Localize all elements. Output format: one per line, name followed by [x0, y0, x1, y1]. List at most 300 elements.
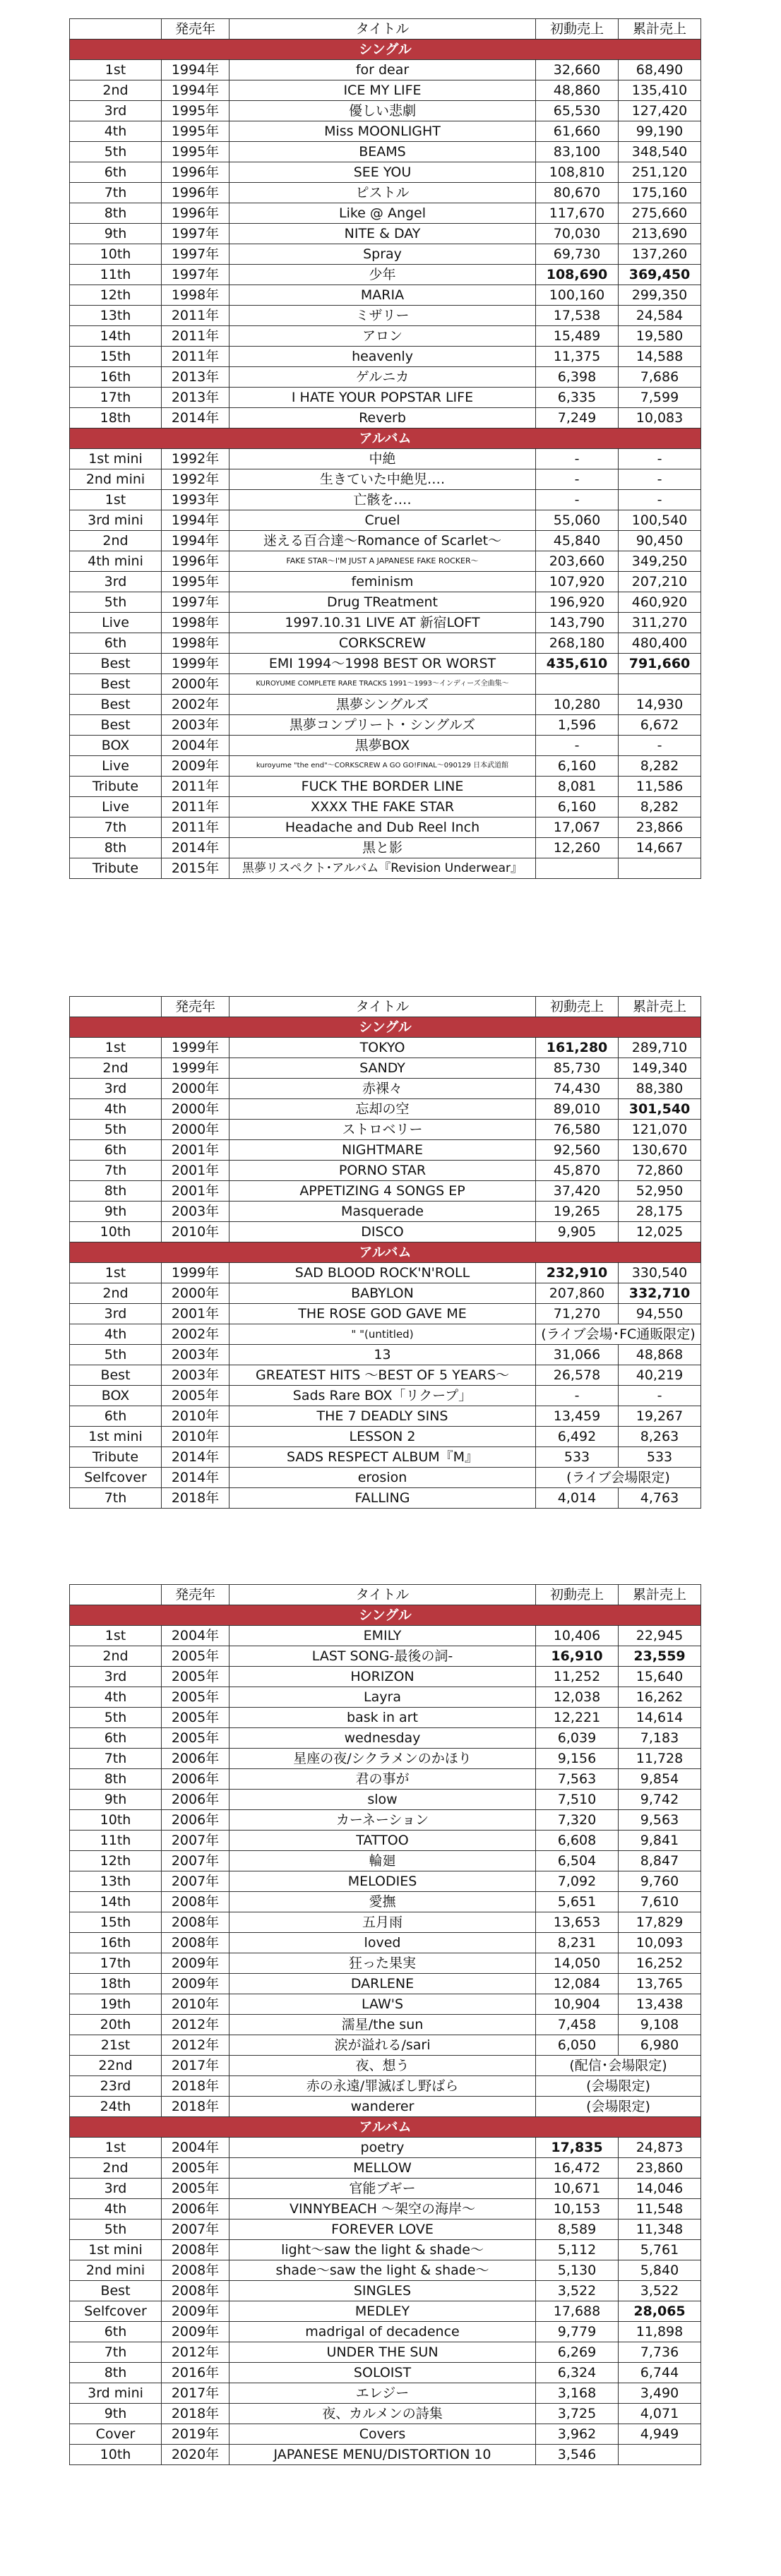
table-row: [70, 1646, 701, 1667]
table-row: [70, 592, 701, 613]
release-number: 1st: [70, 490, 162, 510]
column-header: 初動売上: [536, 19, 619, 40]
first-week-sales: 143,790: [536, 613, 619, 633]
first-week-sales: 6,608: [536, 1831, 619, 1851]
table-row: [70, 797, 701, 817]
release-title: 黒夢コンプリート・シングルズ: [229, 715, 536, 736]
release-year: 2008年: [162, 2281, 229, 2301]
first-week-sales: 92,560: [536, 1140, 619, 1161]
release-year: 2001年: [162, 1181, 229, 1202]
first-week-sales: 7,510: [536, 1790, 619, 1810]
release-year: 2008年: [162, 1892, 229, 1912]
total-sales: 10,093: [619, 1933, 701, 1953]
release-title: light〜saw the light & shade〜: [229, 2240, 536, 2260]
release-number: 1st: [70, 1038, 162, 1058]
first-week-sales: 19,265: [536, 1202, 619, 1222]
release-title: ストロベリー: [229, 1120, 536, 1140]
first-week-sales: 45,870: [536, 1161, 619, 1181]
total-sales: 19,267: [619, 1406, 701, 1427]
release-year: 1995年: [162, 101, 229, 121]
total-sales: 207,210: [619, 572, 701, 592]
table-row: [70, 1120, 701, 1140]
release-title: LAST SONG-最後の詞-: [229, 1646, 536, 1667]
total-sales: [619, 858, 701, 879]
release-year: 1993年: [162, 490, 229, 510]
release-title: 愛撫: [229, 1892, 536, 1912]
first-week-sales: 4,014: [536, 1488, 619, 1509]
table-row: [70, 2383, 701, 2404]
total-sales: 4,949: [619, 2424, 701, 2445]
total-sales: 349,250: [619, 551, 701, 572]
first-week-sales: 3,168: [536, 2383, 619, 2404]
table-row: [70, 1468, 701, 1488]
release-title: wanderer: [229, 2097, 536, 2117]
total-sales: 8,282: [619, 797, 701, 817]
header-row: [70, 19, 701, 40]
release-number: BOX: [70, 1386, 162, 1406]
total-sales: 7,183: [619, 1728, 701, 1749]
first-week-sales: 9,779: [536, 2322, 619, 2342]
release-title: Miss MOONLIGHT: [229, 121, 536, 142]
release-number: 3rd mini: [70, 2383, 162, 2404]
total-sales: 16,262: [619, 1687, 701, 1708]
release-title: kuroyume "the end"〜CORKSCREW A GO GO!FINAL〜090129 日本武道館: [229, 756, 536, 777]
total-sales: 23,866: [619, 817, 701, 838]
release-year: 1997年: [162, 592, 229, 613]
release-year: 2007年: [162, 1851, 229, 1871]
first-week-sales: 32,660: [536, 60, 619, 80]
release-number: 18th: [70, 1974, 162, 1994]
first-week-sales: 61,660: [536, 121, 619, 142]
release-title: MARIA: [229, 285, 536, 306]
total-sales: 299,350: [619, 285, 701, 306]
table-row: [70, 572, 701, 592]
release-title: HORIZON: [229, 1667, 536, 1687]
first-week-sales: 7,249: [536, 408, 619, 429]
first-week-sales: -: [536, 469, 619, 490]
total-sales: 100,540: [619, 510, 701, 531]
table-row: [70, 2138, 701, 2158]
column-header: タイトル: [229, 1585, 536, 1605]
release-title: 亡骸を‥‥: [229, 490, 536, 510]
total-sales: 22,945: [619, 1626, 701, 1646]
column-header: タイトル: [229, 19, 536, 40]
release-title: EMILY: [229, 1626, 536, 1646]
total-sales: 460,920: [619, 592, 701, 613]
release-number: 4th: [70, 1099, 162, 1120]
release-title: TATTOO: [229, 1831, 536, 1851]
release-number: 9th: [70, 1202, 162, 1222]
release-number: 1st mini: [70, 2240, 162, 2260]
first-week-sales: 31,066: [536, 1345, 619, 1365]
release-year: 2005年: [162, 2179, 229, 2199]
release-number: 8th: [70, 2363, 162, 2383]
total-sales: 11,548: [619, 2199, 701, 2219]
table-row: [70, 2322, 701, 2342]
release-year: 1997年: [162, 224, 229, 244]
section-title: アルバム: [70, 1242, 701, 1263]
first-week-sales: 7,458: [536, 2015, 619, 2035]
release-year: 2017年: [162, 2383, 229, 2404]
release-title: DISCO: [229, 1222, 536, 1242]
release-title: BEAMS: [229, 142, 536, 162]
table-row: [70, 1994, 701, 2015]
release-title: SINGLES: [229, 2281, 536, 2301]
release-year: 2014年: [162, 1468, 229, 1488]
first-week-sales: 3,546: [536, 2445, 619, 2465]
release-title: for dear: [229, 60, 536, 80]
first-week-sales: 6,269: [536, 2342, 619, 2363]
table-row: [70, 736, 701, 756]
total-sales: 14,614: [619, 1708, 701, 1728]
release-number: Best: [70, 695, 162, 715]
release-title: erosion: [229, 1468, 536, 1488]
release-year: 2005年: [162, 1708, 229, 1728]
table-row: [70, 306, 701, 326]
release-number: 6th: [70, 1728, 162, 1749]
release-year: 2010年: [162, 1994, 229, 2015]
total-sales: 11,728: [619, 1749, 701, 1769]
release-number: 11th: [70, 265, 162, 285]
release-title: UNDER THE SUN: [229, 2342, 536, 2363]
column-header: 累計売上: [619, 997, 701, 1017]
first-week-sales: [536, 858, 619, 879]
table-row: [70, 183, 701, 203]
section-header-row: [70, 1017, 701, 1038]
table-row: [70, 1749, 701, 1769]
release-year: 2006年: [162, 1790, 229, 1810]
table-row: [70, 838, 701, 858]
release-title: 君の事が: [229, 1769, 536, 1790]
table-row: [70, 326, 701, 347]
release-number: 8th: [70, 1769, 162, 1790]
total-sales: 12,025: [619, 1222, 701, 1242]
total-sales: 4,071: [619, 2404, 701, 2424]
table-row: [70, 1831, 701, 1851]
release-number: 15th: [70, 347, 162, 367]
section-header-row: [70, 40, 701, 60]
release-number: 2nd: [70, 531, 162, 551]
total-sales: 348,540: [619, 142, 701, 162]
total-sales: 52,950: [619, 1181, 701, 1202]
release-number: 5th: [70, 2219, 162, 2240]
total-sales: 14,930: [619, 695, 701, 715]
first-week-sales: 10,153: [536, 2199, 619, 2219]
release-title: KUROYUME COMPLETE RARE TRACKS 1991〜1993〜インディーズ全曲集〜: [229, 674, 536, 695]
table-row: [70, 388, 701, 408]
total-sales: -: [619, 490, 701, 510]
release-year: 2011年: [162, 797, 229, 817]
table-row: [70, 510, 701, 531]
table-row: [70, 1708, 701, 1728]
release-number: 3rd: [70, 1667, 162, 1687]
release-title: 夜、カルメンの詩集: [229, 2404, 536, 2424]
release-number: 10th: [70, 1810, 162, 1831]
total-sales: 149,340: [619, 1058, 701, 1079]
first-week-sales: 6,335: [536, 388, 619, 408]
release-number: 13th: [70, 306, 162, 326]
first-week-sales: 12,221: [536, 1708, 619, 1728]
release-number: 3rd: [70, 101, 162, 121]
release-year: 2011年: [162, 326, 229, 347]
release-year: 1999年: [162, 1038, 229, 1058]
release-number: 8th: [70, 838, 162, 858]
release-title: 迷える百合達〜Romance of Scarlet〜: [229, 531, 536, 551]
total-sales: 121,070: [619, 1120, 701, 1140]
table-2-body: [70, 997, 701, 1509]
table-row: [70, 1953, 701, 1974]
release-number: 15th: [70, 1912, 162, 1933]
first-week-sales: 196,920: [536, 592, 619, 613]
release-year: 1998年: [162, 285, 229, 306]
total-sales: 332,710: [619, 1283, 701, 1304]
release-year: 1996年: [162, 203, 229, 224]
release-title: Covers: [229, 2424, 536, 2445]
column-header: 発売年: [162, 19, 229, 40]
release-title: MEDLEY: [229, 2301, 536, 2322]
release-year: 2002年: [162, 1324, 229, 1345]
total-sales: 9,742: [619, 1790, 701, 1810]
release-number: 16th: [70, 1933, 162, 1953]
release-title: PORNO STAR: [229, 1161, 536, 1181]
release-year: 1995年: [162, 572, 229, 592]
total-sales: 24,873: [619, 2138, 701, 2158]
release-year: 2010年: [162, 1406, 229, 1427]
release-title: VINNYBEACH 〜架空の海岸〜: [229, 2199, 536, 2219]
first-week-sales: 9,905: [536, 1222, 619, 1242]
release-title: MELODIES: [229, 1871, 536, 1892]
total-sales: 369,450: [619, 265, 701, 285]
first-week-sales: 65,530: [536, 101, 619, 121]
total-sales: 68,490: [619, 60, 701, 80]
release-title: 夜、想う: [229, 2056, 536, 2076]
first-week-sales: 89,010: [536, 1099, 619, 1120]
release-number: 4th: [70, 1324, 162, 1345]
total-sales: 4,763: [619, 1488, 701, 1509]
table-row: [70, 2424, 701, 2445]
table-row: [70, 1933, 701, 1953]
total-sales: 14,588: [619, 347, 701, 367]
first-week-sales: 10,280: [536, 695, 619, 715]
release-year: 2019年: [162, 2424, 229, 2445]
header-row: [70, 997, 701, 1017]
release-title: NIGHTMARE: [229, 1140, 536, 1161]
first-week-sales: 15,489: [536, 326, 619, 347]
table-row: [70, 2219, 701, 2240]
release-number: 2nd: [70, 1646, 162, 1667]
release-title: 生きていた中絶児‥‥: [229, 469, 536, 490]
total-sales: 13,438: [619, 1994, 701, 2015]
first-week-sales: 3,522: [536, 2281, 619, 2301]
release-number: 7th: [70, 1749, 162, 1769]
release-title: 少年: [229, 265, 536, 285]
table-row: [70, 2301, 701, 2322]
release-number: 1st: [70, 1263, 162, 1283]
release-number: 3rd: [70, 1079, 162, 1099]
table-row: [70, 2281, 701, 2301]
release-year: 1999年: [162, 654, 229, 674]
table-row: [70, 715, 701, 736]
release-year: 1992年: [162, 469, 229, 490]
table-row: [70, 1406, 701, 1427]
total-sales: -: [619, 736, 701, 756]
release-year: 2003年: [162, 715, 229, 736]
table-row: [70, 347, 701, 367]
table-row: [70, 285, 701, 306]
total-sales: 15,640: [619, 1667, 701, 1687]
release-year: 2007年: [162, 1871, 229, 1892]
release-number: 4th: [70, 1687, 162, 1708]
section-title: シングル: [70, 40, 701, 60]
release-year: 2009年: [162, 2301, 229, 2322]
table-row: [70, 1038, 701, 1058]
total-sales: 16,252: [619, 1953, 701, 1974]
release-year: 2003年: [162, 1365, 229, 1386]
release-title: ICE MY LIFE: [229, 80, 536, 101]
table-row: [70, 613, 701, 633]
release-year: 2004年: [162, 1626, 229, 1646]
table-row: [70, 654, 701, 674]
release-number: 21st: [70, 2035, 162, 2056]
release-number: 6th: [70, 1406, 162, 1427]
release-year: 2003年: [162, 1345, 229, 1365]
total-sales: 28,065: [619, 2301, 701, 2322]
release-title: THE ROSE GOD GAVE ME: [229, 1304, 536, 1324]
release-number: 8th: [70, 1181, 162, 1202]
release-title: Sads Rare BOX「リクープ」: [229, 1386, 536, 1406]
release-number: 2nd: [70, 80, 162, 101]
first-week-sales: 10,406: [536, 1626, 619, 1646]
first-week-sales: 7,092: [536, 1871, 619, 1892]
total-sales: 40,219: [619, 1365, 701, 1386]
first-week-sales: 17,688: [536, 2301, 619, 2322]
table-row: [70, 858, 701, 879]
table-row: [70, 633, 701, 654]
release-year: 2011年: [162, 777, 229, 797]
release-year: 2011年: [162, 306, 229, 326]
table-3-body: [70, 1585, 701, 2465]
release-number: 7th: [70, 183, 162, 203]
table-row: [70, 121, 701, 142]
release-title: DARLENE: [229, 1974, 536, 1994]
first-week-sales: 6,050: [536, 2035, 619, 2056]
section-header-row: [70, 2117, 701, 2138]
table-row: [70, 142, 701, 162]
release-number: 10th: [70, 2445, 162, 2465]
release-number: 2nd: [70, 1283, 162, 1304]
release-number: 7th: [70, 817, 162, 838]
first-week-sales: 100,160: [536, 285, 619, 306]
first-week-sales: 117,670: [536, 203, 619, 224]
total-sales: 251,120: [619, 162, 701, 183]
first-week-sales: 5,651: [536, 1892, 619, 1912]
total-sales: 28,175: [619, 1202, 701, 1222]
first-week-sales: 83,100: [536, 142, 619, 162]
total-sales: 14,667: [619, 838, 701, 858]
release-year: 2013年: [162, 367, 229, 388]
section-title: アルバム: [70, 2117, 701, 2138]
release-title: 1997.10.31 LIVE AT 新宿LOFT: [229, 613, 536, 633]
release-title: shade〜saw the light & shade〜: [229, 2260, 536, 2281]
release-title: Spray: [229, 244, 536, 265]
release-title: JAPANESE MENU/DISTORTION 10: [229, 2445, 536, 2465]
table-row: [70, 1892, 701, 1912]
table-row: [70, 367, 701, 388]
first-week-sales: 10,904: [536, 1994, 619, 2015]
release-year: 2005年: [162, 1646, 229, 1667]
table-row: [70, 203, 701, 224]
release-title: Like @ Angel: [229, 203, 536, 224]
first-week-sales: 16,910: [536, 1646, 619, 1667]
release-title: 黒夢BOX: [229, 736, 536, 756]
first-week-sales: 6,160: [536, 797, 619, 817]
section-header-row: [70, 1605, 701, 1626]
release-number: 2nd: [70, 1058, 162, 1079]
release-number: 8th: [70, 203, 162, 224]
release-title: FUCK THE BORDER LINE: [229, 777, 536, 797]
total-sales: 8,282: [619, 756, 701, 777]
discography-table-3: [69, 1584, 701, 2465]
release-year: 2004年: [162, 2138, 229, 2158]
total-sales: 11,586: [619, 777, 701, 797]
release-year: 2014年: [162, 838, 229, 858]
table-row: [70, 1851, 701, 1871]
release-year: 2016年: [162, 2363, 229, 2383]
table-row: [70, 1871, 701, 1892]
total-sales: 9,108: [619, 2015, 701, 2035]
table-row: [70, 777, 701, 797]
release-title: TOKYO: [229, 1038, 536, 1058]
release-number: 6th: [70, 2322, 162, 2342]
table-row: [70, 224, 701, 244]
release-title: FOREVER LOVE: [229, 2219, 536, 2240]
release-year: 2005年: [162, 1728, 229, 1749]
release-year: 2018年: [162, 2404, 229, 2424]
release-year: 2011年: [162, 817, 229, 838]
first-week-sales: 12,260: [536, 838, 619, 858]
release-year: 2017年: [162, 2056, 229, 2076]
release-number: 9th: [70, 1790, 162, 1810]
table-row: [70, 1447, 701, 1468]
release-year: 2009年: [162, 1974, 229, 1994]
release-title: I HATE YOUR POPSTAR LIFE: [229, 388, 536, 408]
release-title: エレジー: [229, 2383, 536, 2404]
column-header: 累計売上: [619, 19, 701, 40]
first-week-sales: (会場限定): [536, 2097, 701, 2117]
release-year: 2009年: [162, 756, 229, 777]
first-week-sales: 70,030: [536, 224, 619, 244]
release-number: 23rd: [70, 2076, 162, 2097]
release-title: BABYLON: [229, 1283, 536, 1304]
release-year: 2000年: [162, 1120, 229, 1140]
first-week-sales: 13,653: [536, 1912, 619, 1933]
release-number: 12th: [70, 1851, 162, 1871]
release-title: LAW'S: [229, 1994, 536, 2015]
table-row: [70, 1079, 701, 1099]
release-title: feminism: [229, 572, 536, 592]
release-title: FAKE STAR〜I'M JUST A JAPANESE FAKE ROCKER〜: [229, 551, 536, 572]
first-week-sales: 45,840: [536, 531, 619, 551]
release-year: 2000年: [162, 1283, 229, 1304]
release-number: 4th: [70, 2199, 162, 2219]
release-title: madrigal of decadence: [229, 2322, 536, 2342]
release-number: Cover: [70, 2424, 162, 2445]
total-sales: 9,760: [619, 1871, 701, 1892]
release-number: 17th: [70, 388, 162, 408]
first-week-sales: 69,730: [536, 244, 619, 265]
release-number: 17th: [70, 1953, 162, 1974]
table-row: [70, 2199, 701, 2219]
